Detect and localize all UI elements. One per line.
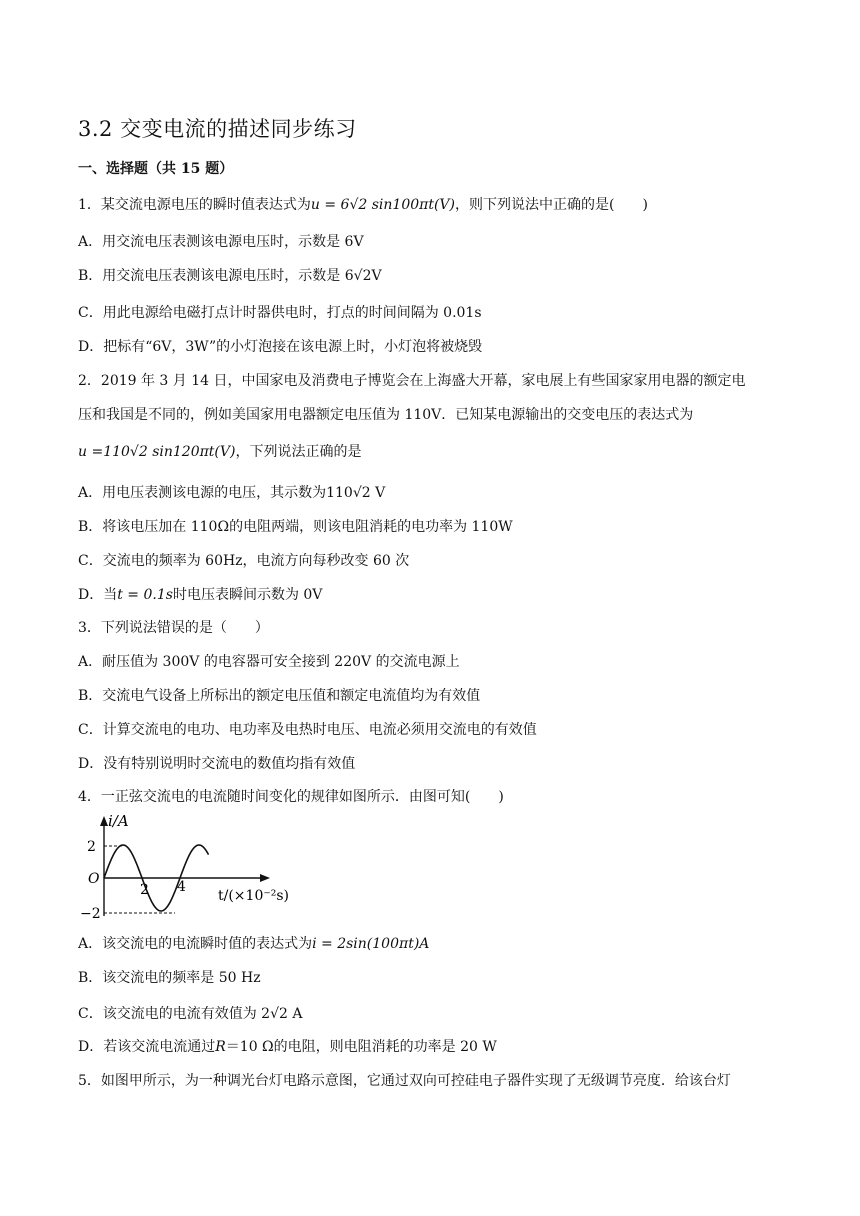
q2-stem-line3 bbox=[78, 443, 361, 461]
q4-option-d-b: ＝10 Ω的电阻，则电阻消耗的功率是 20 W bbox=[225, 1039, 497, 1055]
q2-stem-line1: 2．2019 年 3 月 14 日，中国家电及消费电子博览会在上海盛大开幕，家电展上有些国家家用电器的额定电 bbox=[78, 373, 746, 389]
q4-stem: 4．一正弦交流电的电流随时间变化的规律如图所示．由图可知( ) bbox=[78, 789, 504, 805]
q2-stem-line2: 压和我国是不同的，例如美国家用电器额定电压值为 110V．已知某电源输出的交变电压的表达式为 bbox=[78, 407, 694, 423]
q1-option-b-value: 6√2V bbox=[344, 268, 382, 284]
q1-formula-text: u = 6√2 sin100πt(V) bbox=[310, 197, 456, 213]
x-axis-label: t/(×10⁻²s) bbox=[218, 888, 289, 904]
q2-stem-line3-text: ，下列说法正确的是 bbox=[235, 444, 362, 460]
q1-option-b-text: B．用交流电压表测该电源电压时，示数是 bbox=[78, 268, 341, 284]
y-axis-arrow bbox=[100, 816, 108, 826]
q2-option-d-formula: t = 0.1s bbox=[117, 587, 173, 603]
q4-option-b: B．该交流电的频率是 50 Hz bbox=[78, 970, 261, 986]
x-tick-4: 4 bbox=[177, 879, 186, 895]
y-tick-2: 2 bbox=[87, 839, 96, 855]
q2-option-a-text: A．用电压表测该电源的电压，其示数为 bbox=[78, 485, 327, 501]
q2-option-c: C．交流电的频率为 60Hz，电流方向每秒改变 60 次 bbox=[78, 553, 410, 569]
current-time-graph bbox=[78, 812, 298, 922]
q4-option-c-text: C．该交流电的电流有效值为 bbox=[78, 1006, 257, 1022]
q4-option-d-a: D．若该交流电流通过 bbox=[78, 1039, 216, 1055]
q1-formula bbox=[311, 197, 455, 213]
q1-option-b bbox=[78, 267, 382, 285]
q3-option-b: B．交流电气设备上所标出的额定电压值和额定电流值均为有效值 bbox=[78, 688, 481, 704]
q2-option-a bbox=[78, 484, 385, 502]
q4-option-a bbox=[78, 935, 429, 953]
origin-label: O bbox=[88, 871, 100, 887]
y-axis-label: i/A bbox=[108, 812, 129, 830]
q2-formula: u =110√2 sin120πt(V) bbox=[78, 444, 236, 460]
q2-option-d-b: 时电压表瞬间示数为 0V bbox=[172, 587, 323, 603]
q4-option-d-r: R bbox=[215, 1039, 226, 1055]
y-tick-neg2: −2 bbox=[80, 906, 101, 922]
q3-option-a: A．耐压值为 300V 的电容器可安全接到 220V 的交流电源上 bbox=[78, 654, 460, 670]
q4-option-a-formula: i = 2sin(100πt)A bbox=[312, 936, 430, 952]
q1-option-c: C．用此电源给电磁打点计时器供电时，打点的时间间隔为 0.01s bbox=[78, 305, 482, 321]
q3-option-d: D．没有特别说明时交流电的数值均指有效值 bbox=[78, 756, 356, 772]
q4-option-d bbox=[78, 1038, 497, 1056]
q1-option-a: A．用交流电压表测该电源电压时，示数是 6V bbox=[78, 234, 364, 250]
q2-option-d-a: D．当 bbox=[78, 587, 118, 603]
q1-stem-a: 1．某交流电源电压的瞬时值表达式为 bbox=[78, 197, 311, 213]
q4-option-a-text: A．该交流电的电流瞬时值的表达式为 bbox=[78, 936, 313, 952]
q3-option-c: C．计算交流电的电功、电功率及电热时电压、电流必须用交流电的有效值 bbox=[78, 722, 537, 738]
q2-option-b: B．将该电压加在 110Ω的电阻两端，则该电阻消耗的电功率为 110W bbox=[78, 519, 513, 535]
q4-option-c-value: 2√2 A bbox=[261, 1006, 303, 1022]
q1-option-d: D．把标有“6V，3W”的小灯泡接在该电源上时，小灯泡将被烧毁 bbox=[78, 339, 483, 355]
x-tick-2: 2 bbox=[140, 882, 149, 898]
q3-stem: 3．下列说法错误的是（ ） bbox=[78, 620, 269, 636]
q2-option-d bbox=[78, 586, 322, 604]
q4-option-c bbox=[78, 1005, 302, 1023]
q2-option-a-value: 110√2 V bbox=[326, 485, 386, 501]
q1-stem-b: ，则下列说法中正确的是( ) bbox=[455, 197, 648, 213]
q1-stem bbox=[78, 196, 648, 214]
page-title: 3.2 交变电流的描述同步练习 bbox=[78, 117, 357, 141]
x-axis-arrow bbox=[260, 874, 270, 882]
section-heading: 一、选择题（共 15 题） bbox=[78, 161, 234, 177]
q5-stem: 5．如图甲所示，为一种调光台灯电路示意图，它通过双向可控硅电子器件实现了无级调节亮度．给该台灯 bbox=[78, 1073, 731, 1089]
